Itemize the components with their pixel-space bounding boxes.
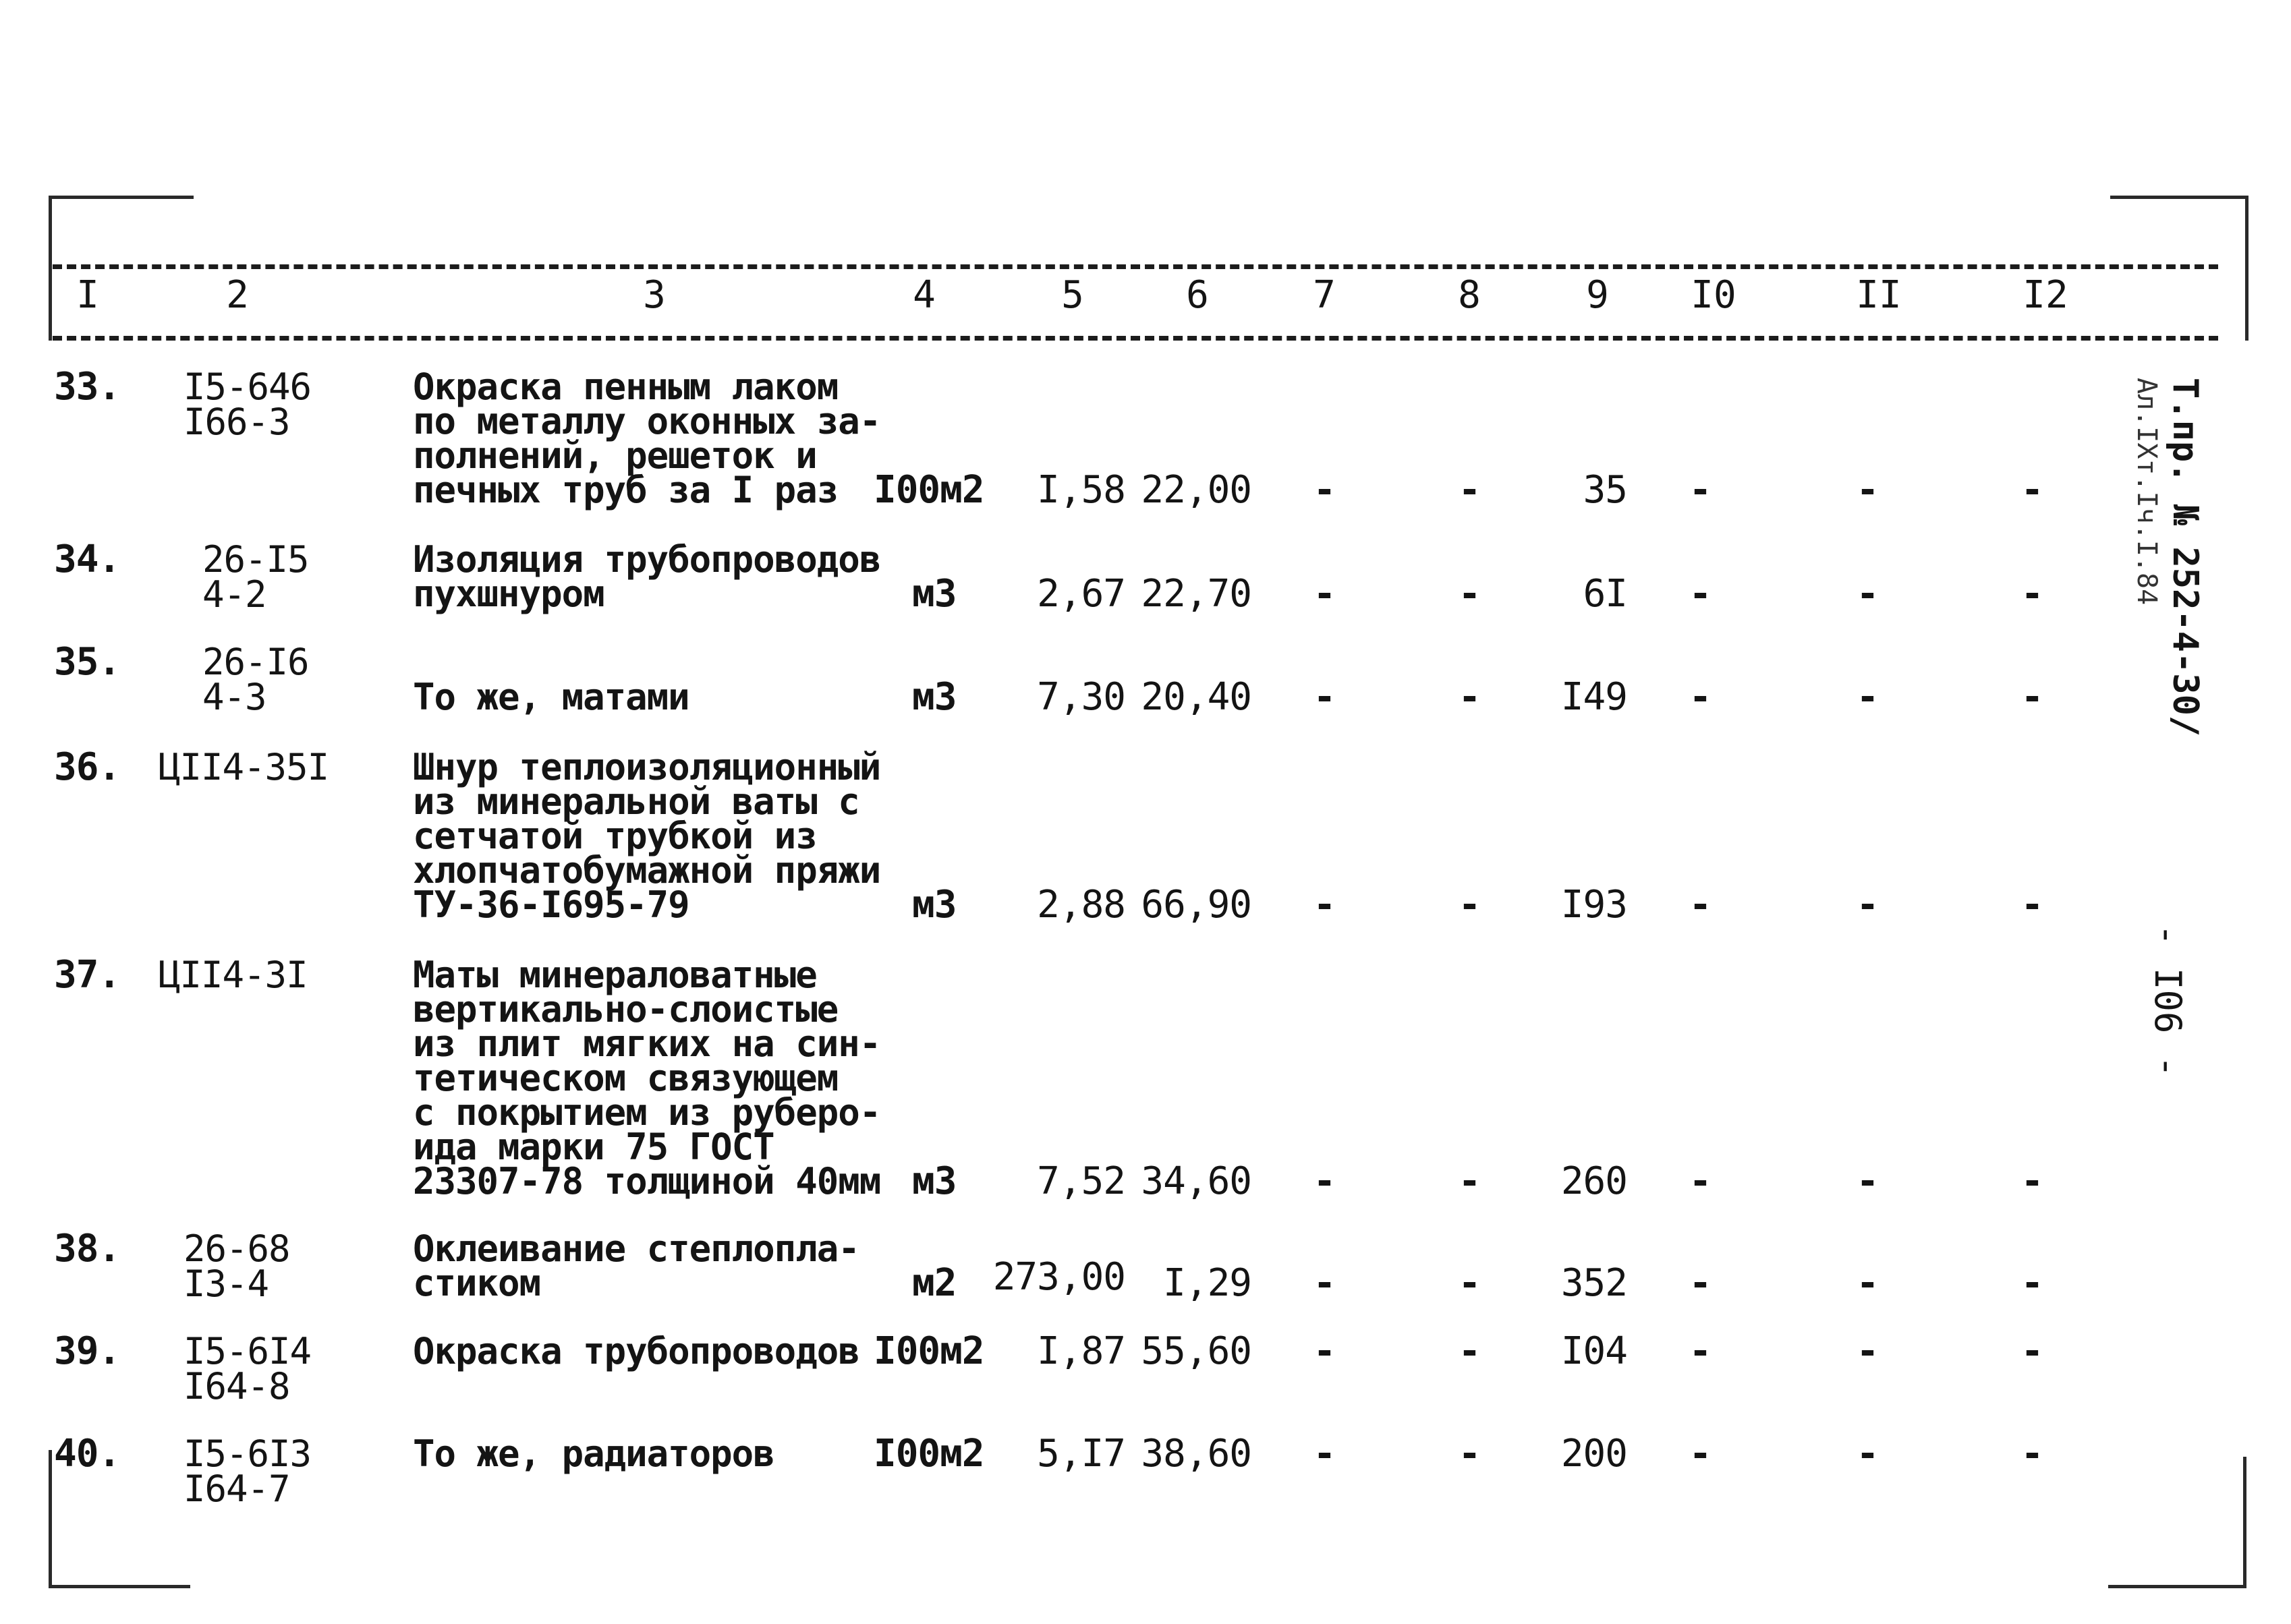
row-col12: -: [2020, 883, 2043, 927]
row-description: Окраска пенным лаком по металлу оконных за- полнений, решеток и печных труб за I раз: [413, 366, 881, 511]
row-col8: -: [1458, 675, 1481, 719]
column-header-5: 5: [1061, 273, 1084, 317]
corner-bracket-bottom-right: [2108, 1457, 2246, 1588]
row-col7: -: [1313, 468, 1336, 512]
row-col5: 5,I7: [1037, 1432, 1125, 1476]
row-col11: -: [1856, 1159, 1879, 1203]
row-col6: 55,60: [1141, 1329, 1251, 1373]
row-col7: -: [1313, 1261, 1336, 1305]
row-col11: -: [1856, 468, 1879, 512]
row-col10: -: [1689, 675, 1712, 719]
row-col8: -: [1458, 1261, 1481, 1305]
row-col9: 352: [1560, 1261, 1627, 1305]
column-header-8: 8: [1458, 273, 1481, 317]
row-unit: I00м2: [874, 468, 984, 512]
row-description: Маты минераловатные вертикально-слоистые из плит мягких на син- тетическом связующем с покрытием из руберо- ида марки 75 ГОСТ 23307-78 толщиной 40мм: [413, 954, 881, 1202]
row-col10: -: [1689, 883, 1712, 927]
document-side-stamp: [2112, 378, 2213, 755]
row-col10: -: [1689, 572, 1712, 616]
row-number: 36.: [54, 745, 121, 789]
row-unit: I00м2: [874, 1432, 984, 1476]
row-col8: -: [1458, 572, 1481, 616]
row-col9: 260: [1560, 1159, 1627, 1203]
row-col6: 20,40: [1141, 675, 1251, 719]
column-header-6: 6: [1186, 273, 1209, 317]
row-col11: -: [1856, 883, 1879, 927]
row-col8: -: [1458, 468, 1481, 512]
row-col8: -: [1458, 1432, 1481, 1476]
row-unit: м3: [912, 675, 957, 719]
row-col8: -: [1458, 1329, 1481, 1373]
row-col7: -: [1313, 883, 1336, 927]
row-col9: 35: [1583, 468, 1627, 512]
row-col10: -: [1689, 1432, 1712, 1476]
row-col6: 66,90: [1141, 883, 1251, 927]
row-col10: -: [1689, 1159, 1712, 1203]
row-col11: -: [1856, 1261, 1879, 1305]
row-col10: -: [1689, 1261, 1712, 1305]
row-col6: 22,70: [1141, 572, 1251, 616]
row-code: 26-68 I3-4: [183, 1227, 290, 1305]
page-number: [2142, 924, 2196, 1086]
row-col7: -: [1313, 1432, 1336, 1476]
column-header-1: I: [76, 273, 99, 317]
row-col8: -: [1458, 883, 1481, 927]
row-col5: I,58: [1037, 468, 1125, 512]
row-col12: -: [2020, 1329, 2043, 1373]
row-col12: -: [2020, 1261, 2043, 1305]
row-col12: -: [2020, 1159, 2043, 1203]
row-col9: I93: [1560, 883, 1627, 927]
row-number: 35.: [54, 640, 121, 684]
row-unit: м3: [912, 572, 957, 616]
row-col5: 7,52: [1037, 1159, 1125, 1203]
row-col8: -: [1458, 1159, 1481, 1203]
row-col6: 22,00: [1141, 468, 1251, 512]
header-dashed-line-bottom: [53, 336, 2218, 341]
column-header-2: 2: [226, 273, 249, 317]
row-number: 34.: [54, 538, 121, 581]
row-col11: -: [1856, 1329, 1879, 1373]
row-col10: -: [1689, 1329, 1712, 1373]
column-header-11: II: [1856, 273, 1902, 317]
column-header-7: 7: [1313, 273, 1336, 317]
row-col5: 7,30: [1037, 675, 1125, 719]
row-unit: I00м2: [874, 1329, 984, 1373]
row-col7: -: [1313, 572, 1336, 616]
row-col12: -: [2020, 468, 2043, 512]
row-col7: -: [1313, 1329, 1336, 1373]
column-header-4: 4: [913, 273, 936, 317]
row-code: I5-6I3 I64-7: [183, 1432, 312, 1510]
row-col5: 2,88: [1037, 883, 1125, 927]
row-description: Изоляция трубопроводов пухшнуром: [413, 538, 881, 615]
row-col9: 200: [1560, 1432, 1627, 1476]
column-header-3: 3: [643, 273, 666, 317]
row-col5: 2,67: [1037, 572, 1125, 616]
column-header-9: 9: [1586, 273, 1609, 317]
row-description: То же, матами: [413, 676, 689, 718]
row-col11: -: [1856, 572, 1879, 616]
row-col6: 38,60: [1141, 1432, 1251, 1476]
row-code: I5-6I4 I64-8: [183, 1330, 312, 1408]
row-col9: I49: [1560, 675, 1627, 719]
row-col6: 34,60: [1141, 1159, 1251, 1203]
header-dashed-line-top: [53, 264, 2218, 269]
row-description: Оклеивание степлопла- стиком: [413, 1227, 859, 1304]
row-col9: I04: [1560, 1329, 1627, 1373]
row-col12: -: [2020, 1432, 2043, 1476]
row-unit: м3: [912, 1159, 957, 1203]
row-number: 40.: [54, 1432, 121, 1476]
row-code: ЦII4-35I: [159, 746, 329, 788]
row-col12: -: [2020, 572, 2043, 616]
row-code: 26-I6 4-3: [202, 641, 309, 718]
row-col11: -: [1856, 675, 1879, 719]
row-col7: -: [1313, 675, 1336, 719]
row-col5: 273,00: [992, 1255, 1125, 1299]
row-code: 26-I5 4-2: [202, 538, 309, 616]
row-col12: -: [2020, 675, 2043, 719]
row-description: Шнур теплоизоляционный из минеральной ваты с сетчатой трубкой из хлопчатобумажной пряжи ТУ-36-I695-79: [413, 746, 881, 926]
page-number-text: - I06 -: [2147, 924, 2189, 1078]
row-description: То же, радиаторов: [413, 1432, 774, 1475]
row-col10: -: [1689, 468, 1712, 512]
row-col11: -: [1856, 1432, 1879, 1476]
row-number: 33.: [54, 365, 121, 409]
album-reference: Ал.IXт.Iч.I.84: [2131, 378, 2162, 606]
row-description: Окраска трубопроводов: [413, 1330, 859, 1372]
row-number: 39.: [54, 1329, 121, 1373]
project-code: Т.пр. № 252-4-30/: [2165, 378, 2205, 737]
row-number: 38.: [54, 1227, 121, 1271]
row-number: 37.: [54, 953, 121, 997]
row-code: ЦII4-3I: [159, 954, 308, 996]
row-col5: I,87: [1037, 1329, 1125, 1373]
row-code: I5-646 I66-3: [183, 366, 312, 443]
column-header-12: I2: [2023, 273, 2068, 317]
row-col9: 6I: [1583, 572, 1627, 616]
column-header-10: I0: [1691, 273, 1736, 317]
row-unit: м2: [912, 1261, 957, 1305]
row-unit: м3: [912, 883, 957, 927]
row-col7: -: [1313, 1159, 1336, 1203]
row-col6: I,29: [1163, 1261, 1251, 1305]
